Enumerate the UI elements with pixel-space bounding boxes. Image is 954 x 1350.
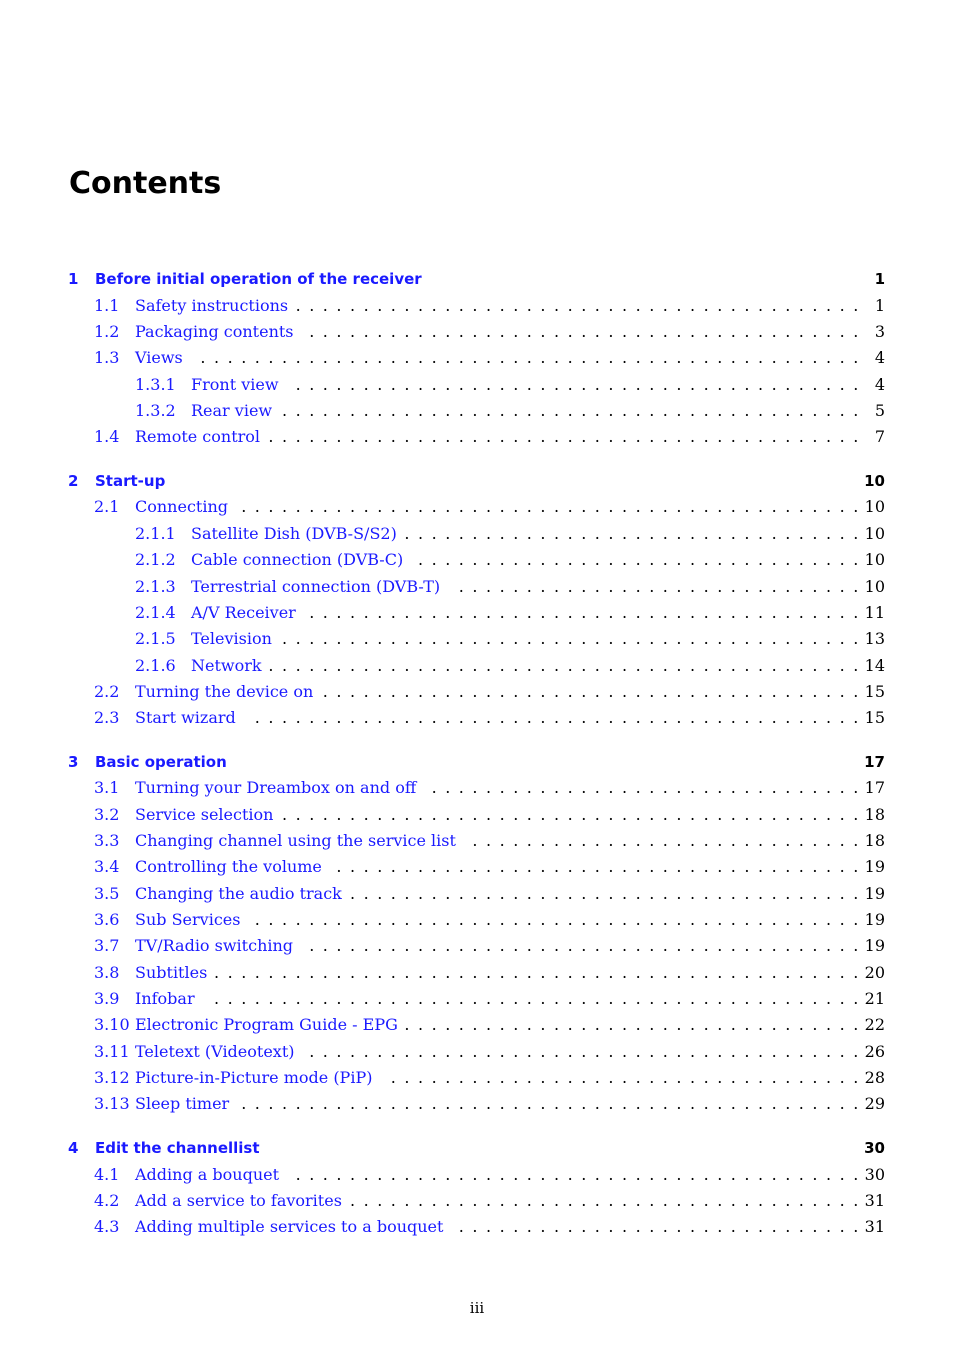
toc-number[interactable]: 3.8 <box>94 963 120 982</box>
toc-title-link[interactable]: Connecting <box>135 497 229 516</box>
toc-page-number: 3 <box>874 322 885 341</box>
toc-number[interactable]: 3.13 <box>94 1094 130 1113</box>
toc-subsection[interactable] <box>0 628 954 650</box>
toc-number[interactable]: 4.1 <box>94 1165 120 1184</box>
toc-title-link[interactable]: Front view <box>191 375 279 394</box>
toc-title-link[interactable]: Start wizard <box>135 708 236 727</box>
toc-section[interactable] <box>0 962 954 984</box>
toc-section[interactable] <box>0 1093 954 1115</box>
toc-chapter[interactable] <box>0 268 954 290</box>
toc-page-number: 26 <box>864 1042 885 1061</box>
toc-title-link[interactable]: Remote control <box>135 427 261 446</box>
toc-section[interactable] <box>0 496 954 518</box>
toc-number[interactable]: 3.12 <box>94 1068 130 1087</box>
toc-section[interactable] <box>0 1164 954 1186</box>
toc-title-link[interactable]: Safety instructions <box>135 296 289 315</box>
toc-title-link[interactable]: Rear view <box>191 401 273 420</box>
dot-leader: . . . . . . . . . . . . . . . . . . . . . . . . . . . . . <box>472 831 859 850</box>
toc-number[interactable]: 1.3.1 <box>135 375 176 394</box>
dot-leader: . . . . . . . . . . . . . . . . . . . . . . . . . . . . . . . . . . . . . . . . . . . . . . <box>241 1094 859 1113</box>
toc-section[interactable] <box>0 883 954 905</box>
toc-page-number: 10 <box>864 550 885 569</box>
toc-section[interactable] <box>0 426 954 448</box>
toc-number[interactable]: 2 <box>68 472 79 490</box>
toc-section[interactable] <box>0 347 954 369</box>
toc-subsection[interactable] <box>0 374 954 396</box>
toc-number[interactable]: 1.3.2 <box>135 401 176 420</box>
toc-title-link[interactable]: Cable connection (DVB-C) <box>191 550 404 569</box>
toc-number[interactable]: 1.4 <box>94 427 120 446</box>
toc-number[interactable]: 2.1.4 <box>135 603 176 622</box>
toc-number[interactable]: 2.1.6 <box>135 656 176 675</box>
toc-page-number: 5 <box>874 401 885 420</box>
toc-chapter[interactable] <box>0 1137 954 1159</box>
toc-subsection[interactable] <box>0 576 954 598</box>
toc-number[interactable]: 2.1.2 <box>135 550 176 569</box>
toc-page-number: 10 <box>864 577 885 596</box>
toc-page-number: 15 <box>864 708 885 727</box>
toc-title-link[interactable]: Start-up <box>95 472 166 490</box>
toc-section[interactable] <box>0 804 954 826</box>
toc-title-link[interactable]: Before initial operation of the receiver <box>95 270 422 288</box>
dot-leader: . . . . . . . . . . . . . . . . . . . . . . . . . . . . . . . . <box>431 778 859 797</box>
toc-page-number: 19 <box>864 910 885 929</box>
toc-title-link[interactable]: A/V Receiver <box>191 603 296 622</box>
toc-section[interactable] <box>0 1190 954 1212</box>
page-title: Contents <box>69 166 222 201</box>
dot-leader: . . . . . . . . . . . . . . . . . . . . . . . . . . . . . . . . . . . . . . . . . <box>309 936 859 955</box>
toc-section[interactable] <box>0 830 954 852</box>
toc-chapter[interactable] <box>0 470 954 492</box>
toc-title-link[interactable]: Electronic Program Guide - EPG <box>135 1015 398 1034</box>
toc-title-link[interactable]: Add a service to favorites <box>135 1191 342 1210</box>
dot-leader: . . . . . . . . . . . . . . . . . . . . . . . . . . . . . . . . . . . . . . . <box>336 857 859 876</box>
toc-title-link[interactable]: Terrestrial connection (DVB-T) <box>191 577 441 596</box>
toc-section[interactable] <box>0 681 954 703</box>
toc-page-number: 18 <box>864 831 885 850</box>
toc-number[interactable]: 4 <box>68 1139 79 1157</box>
toc-subsection[interactable] <box>0 602 954 624</box>
toc-page-number: 30 <box>864 1139 885 1157</box>
dot-leader: . . . . . . . . . . . . . . . . . . . . . . . . . . . . . . . . . . . . . . . . . . . <box>282 401 859 420</box>
toc-number[interactable]: 3.6 <box>94 910 120 929</box>
toc-number[interactable]: 1.3 <box>94 348 120 367</box>
dot-leader: . . . . . . . . . . . . . . . . . . . . . . . . . . . . . . . . . . . . . . . . . . . . . . <box>241 497 859 516</box>
dot-leader: . . . . . . . . . . . . . . . . . . . . . . . . . . . . . . . . . . . . . . . . . . . <box>282 629 859 648</box>
dot-leader: . . . . . . . . . . . . . . . . . . . . . . . . . . . . . . . . . <box>418 550 859 569</box>
dot-leader: . . . . . . . . . . . . . . . . . . . . . . . . . . . . . . . . . . . . . . <box>350 884 859 903</box>
toc-title-link[interactable]: Changing the audio track <box>135 884 342 903</box>
toc-number[interactable]: 4.3 <box>94 1217 120 1236</box>
toc-title-link[interactable]: Turning your Dreambox on and off <box>135 778 417 797</box>
toc-title-link[interactable]: Packaging contents <box>135 322 294 341</box>
dot-leader: . . . . . . . . . . . . . . . . . . . . . . . . . . . . . . . . . . . . . . . . . . <box>295 375 859 394</box>
toc-title-link[interactable]: Adding multiple services to a bouquet <box>135 1217 444 1236</box>
toc-page-number: 10 <box>864 472 885 490</box>
toc-page-number: 10 <box>864 497 885 516</box>
toc-page-number: 18 <box>864 805 885 824</box>
toc-page-number: 15 <box>864 682 885 701</box>
toc-number[interactable]: 2.1.5 <box>135 629 176 648</box>
dot-leader: . . . . . . . . . . . . . . . . . . . . . . . . . . . . . . . . . . . . . . <box>350 1191 859 1210</box>
toc-page-number: 22 <box>864 1015 885 1034</box>
dot-leader: . . . . . . . . . . . . . . . . . . . . . . . . . . . . . . . . . . . . . . . . . <box>309 603 859 622</box>
toc-title-link[interactable]: Network <box>191 656 262 675</box>
toc-section[interactable] <box>0 988 954 1010</box>
dot-leader: . . . . . . . . . . . . . . . . . . . . . . . . . . . . . . . . . . . . . . . . . . <box>295 296 859 315</box>
toc-page-number: 19 <box>864 884 885 903</box>
toc-page-number: 29 <box>864 1094 885 1113</box>
toc-number[interactable]: 3.4 <box>94 857 120 876</box>
toc-title-link[interactable]: Picture-in-Picture mode (PiP) <box>135 1068 373 1087</box>
toc-page-number: 28 <box>864 1068 885 1087</box>
toc-section[interactable] <box>0 1014 954 1036</box>
toc-number[interactable]: 2.3 <box>94 708 120 727</box>
dot-leader: . . . . . . . . . . . . . . . . . . . . . . . . . . . . . . . . . . . <box>390 1068 859 1087</box>
toc-page-number: 19 <box>864 936 885 955</box>
toc-section[interactable] <box>0 707 954 729</box>
dot-leader: . . . . . . . . . . . . . . . . . . . . . . . . . . . . . . . . . . . . . . . . . . . . . . . . . <box>200 348 859 367</box>
dot-leader: . . . . . . . . . . . . . . . . . . . . . . . . . . . . . . . . . . <box>404 1015 859 1034</box>
toc-section[interactable] <box>0 321 954 343</box>
toc-number[interactable]: 3.7 <box>94 936 120 955</box>
toc-section[interactable] <box>0 935 954 957</box>
toc-number[interactable]: 3.2 <box>94 805 120 824</box>
dot-leader: . . . . . . . . . . . . . . . . . . . . . . . . . . . . . . <box>458 1217 859 1236</box>
toc-title-link[interactable]: Satellite Dish (DVB-S/S2) <box>191 524 397 543</box>
toc-subsection[interactable] <box>0 655 954 677</box>
toc-section[interactable] <box>0 1216 954 1238</box>
dot-leader: . . . . . . . . . . . . . . . . . . . . . . . . . . . . . . . . . . . . . . . . . . . <box>282 805 859 824</box>
toc-page-number: 19 <box>864 857 885 876</box>
toc-page-number: 30 <box>864 1165 885 1184</box>
toc-number[interactable]: 3 <box>68 753 79 771</box>
dot-leader: . . . . . . . . . . . . . . . . . . . . . . . . . . . . . . <box>458 577 859 596</box>
toc-number[interactable]: 3.11 <box>94 1042 130 1061</box>
dot-leader: . . . . . . . . . . . . . . . . . . . . . . . . . . . . . . . . . . . . . . . . . <box>309 1042 859 1061</box>
dot-leader: . . . . . . . . . . . . . . . . . . . . . . . . . . . . . . . . . . . . . . . . . <box>309 322 859 341</box>
toc-page-number: 17 <box>864 753 885 771</box>
toc-page-number: 31 <box>864 1191 885 1210</box>
dot-leader: . . . . . . . . . . . . . . . . . . . . . . . . . . . . . . . . . . . . . . . . . . . . . . . . <box>214 963 859 982</box>
toc-number[interactable]: 3.5 <box>94 884 120 903</box>
page-number: iii <box>469 1299 485 1317</box>
toc-page-number: 4 <box>874 375 885 394</box>
toc-number[interactable]: 3.1 <box>94 778 120 797</box>
toc-number[interactable]: 2.1.3 <box>135 577 176 596</box>
toc-number[interactable]: 2.1.1 <box>135 524 176 543</box>
toc-section[interactable] <box>0 295 954 317</box>
toc-title-link[interactable]: Service selection <box>135 805 274 824</box>
toc-title-link[interactable]: Sub Services <box>135 910 241 929</box>
toc-title-link[interactable]: Controlling the volume <box>135 857 322 876</box>
toc-title-link[interactable]: TV/Radio switching <box>135 936 294 955</box>
toc-title-link[interactable]: Turning the device on <box>135 682 314 701</box>
toc-title-link[interactable]: Infobar <box>135 989 195 1008</box>
dot-leader: . . . . . . . . . . . . . . . . . . . . . . . . . . . . . . . . . . . . . . . . . . . . . <box>254 708 859 727</box>
toc-section[interactable] <box>0 1067 954 1089</box>
toc-subsection[interactable] <box>0 400 954 422</box>
toc-subsection[interactable] <box>0 549 954 571</box>
toc-number[interactable]: 2.2 <box>94 682 120 701</box>
toc-page-number: 10 <box>864 524 885 543</box>
toc-page-number: 11 <box>864 603 885 622</box>
toc-page-number: 1 <box>874 296 885 315</box>
toc-section[interactable] <box>0 777 954 799</box>
toc-title-link[interactable]: Changing channel using the service list <box>135 831 456 850</box>
toc-number[interactable]: 3.9 <box>94 989 120 1008</box>
dot-leader: . . . . . . . . . . . . . . . . . . . . . . . . . . . . . . . . . . . . . . . . . . . . <box>268 427 859 446</box>
toc-chapter[interactable] <box>0 751 954 773</box>
toc-section[interactable] <box>0 1041 954 1063</box>
toc-subsection[interactable] <box>0 523 954 545</box>
dot-leader: . . . . . . . . . . . . . . . . . . . . . . . . . . . . . . . . . . . . . . . . . . . . <box>268 656 859 675</box>
toc-number[interactable]: 1 <box>68 270 79 288</box>
toc-title-link[interactable]: Edit the channellist <box>95 1139 260 1157</box>
dot-leader: . . . . . . . . . . . . . . . . . . . . . . . . . . . . . . . . . . . . . . . . . . . . . . . . <box>214 989 859 1008</box>
toc-page-number: 21 <box>864 989 885 1008</box>
toc-number[interactable]: 2.1 <box>94 497 120 516</box>
toc-title-link[interactable]: Views <box>135 348 183 367</box>
toc-page-number: 14 <box>864 656 885 675</box>
toc-page-number: 20 <box>864 963 885 982</box>
dot-leader: . . . . . . . . . . . . . . . . . . . . . . . . . . . . . . . . . . . . . . . . . . . . . <box>254 910 859 929</box>
toc-page-number: 4 <box>874 348 885 367</box>
toc-section[interactable] <box>0 856 954 878</box>
dot-leader: . . . . . . . . . . . . . . . . . . . . . . . . . . . . . . . . . . <box>404 524 859 543</box>
toc-page-number: 7 <box>874 427 885 446</box>
toc-title-link[interactable]: Sleep timer <box>135 1094 230 1113</box>
toc-number[interactable]: 3.10 <box>94 1015 130 1034</box>
toc-title-link[interactable]: Television <box>191 629 272 648</box>
toc-page-number: 1 <box>874 270 885 288</box>
toc-number[interactable]: 1.1 <box>94 296 120 315</box>
toc-title-link[interactable]: Basic operation <box>95 753 227 771</box>
toc-title-link[interactable]: Subtitles <box>135 963 208 982</box>
toc-page-number: 31 <box>864 1217 885 1236</box>
dot-leader: . . . . . . . . . . . . . . . . . . . . . . . . . . . . . . . . . . . . . . . . . . <box>295 1165 859 1184</box>
toc-title-link[interactable]: Teletext (Videotext) <box>135 1042 295 1061</box>
toc-page-number: 17 <box>864 778 885 797</box>
toc-page-number: 13 <box>864 629 885 648</box>
toc-title-link[interactable]: Adding a bouquet <box>135 1165 280 1184</box>
toc-section[interactable] <box>0 909 954 931</box>
toc-number[interactable]: 3.3 <box>94 831 120 850</box>
toc-number[interactable]: 1.2 <box>94 322 120 341</box>
dot-leader: . . . . . . . . . . . . . . . . . . . . . . . . . . . . . . . . . . . . . . . . <box>322 682 859 701</box>
toc-number[interactable]: 4.2 <box>94 1191 120 1210</box>
